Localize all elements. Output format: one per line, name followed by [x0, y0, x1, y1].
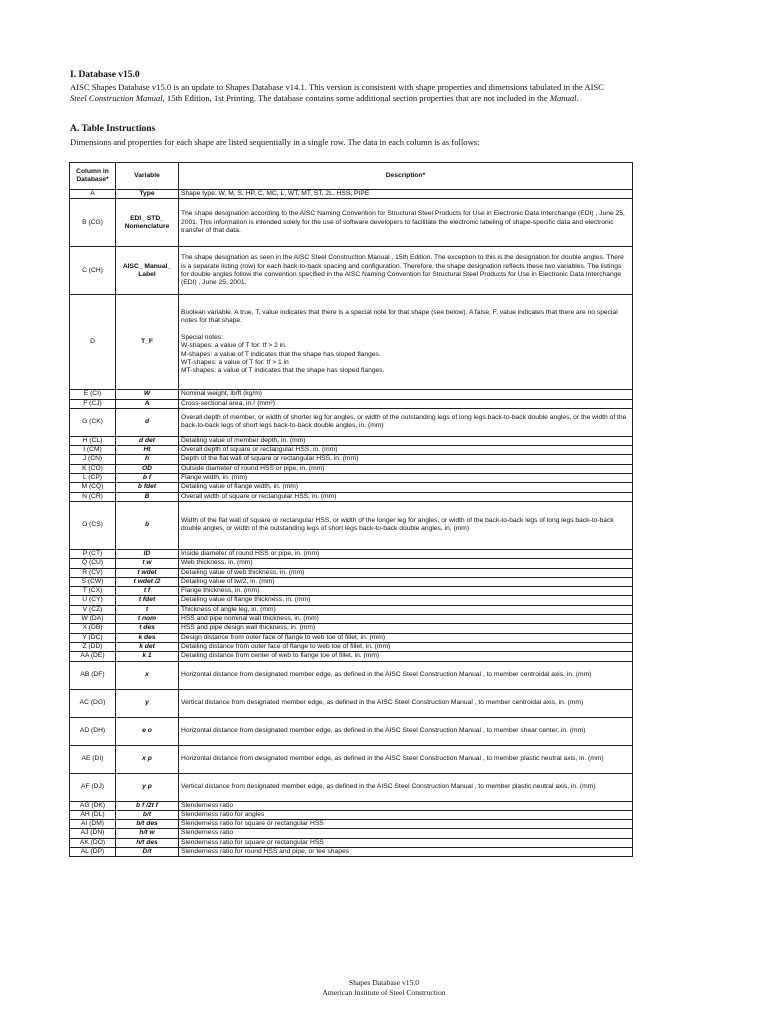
- description-cell: Vertical distance from designated member edge, as defined in the AISC Steel Construction Manual , to member plastic neutral axis, in. (mm): [179, 773, 633, 801]
- table-row: [70, 801, 633, 810]
- table-row: [70, 408, 633, 436]
- description-cell: Cross-sectional area, in.² (mm²): [179, 399, 633, 408]
- column-id-cell: AH (DL): [70, 810, 116, 819]
- column-id-cell: K (CO): [70, 464, 116, 473]
- section-title: I. Database v15.0: [70, 70, 140, 80]
- variable-cell: d det: [116, 436, 179, 445]
- column-id-cell: AF (DJ): [70, 773, 116, 801]
- description-cell: Nominal weight, lb/ft (kg/m): [179, 390, 633, 399]
- description-cell: Detailing value of tw/2, in. (mm): [179, 577, 633, 586]
- column-id-cell: L (CP): [70, 474, 116, 483]
- variable-cell: b f /2t f: [116, 801, 179, 810]
- subsection-title: A. Table Instructions: [70, 124, 156, 134]
- description-cell: Shape type: W, M, S, HP, C, MC, L, WT, MT, ST, 2L, HSS, PIPE: [179, 190, 633, 199]
- table-row: [70, 549, 633, 558]
- intro-manual-title: Steel Construction Manual: [70, 93, 163, 103]
- special-note-line: Special notes:: [181, 334, 224, 341]
- column-id-cell: E (CI): [70, 390, 116, 399]
- column-id-cell: B (CG): [70, 199, 116, 247]
- table-row: [70, 559, 633, 568]
- table-row: [70, 577, 633, 586]
- table-row: [70, 829, 633, 838]
- variable-cell: T_F: [116, 295, 179, 390]
- column-id-cell: AB (DF): [70, 661, 116, 689]
- table-row: [70, 247, 633, 295]
- column-id-cell: AL (DP): [70, 848, 116, 857]
- variable-cell: y p: [116, 773, 179, 801]
- table-row: [70, 773, 633, 801]
- table-row: [70, 587, 633, 596]
- variable-cell: b/t: [116, 810, 179, 819]
- column-id-cell: J (CN): [70, 455, 116, 464]
- table-row: [70, 501, 633, 549]
- header-description: Description*: [179, 163, 633, 190]
- description-cell: Slenderness ratio for angles: [179, 810, 633, 819]
- description-cell: Detailing distance from outer face of flange to web toe of fillet, in. (mm): [179, 642, 633, 651]
- intro-text-1: AISC Shapes Database v15.0 is an update to Shapes Database v14.1. This version is consistent with shape properties and dimensions tabulated in the AISC: [70, 82, 604, 92]
- variable-cell: Ht: [116, 446, 179, 455]
- table-row: [70, 295, 633, 390]
- variable-cell: h/t w: [116, 829, 179, 838]
- description-cell: Overall depth of member, or width of shorter leg for angles, or width of the outstanding legs of long legs back-to-back double angles, or the width of the back-to-back legs of short legs back-to-back double angles, in. (mm): [179, 408, 633, 436]
- table-row: [70, 399, 633, 408]
- intro-manual-word: Manual: [549, 93, 577, 103]
- variable-cell: W: [116, 390, 179, 399]
- table-row: [70, 483, 633, 492]
- column-id-cell: A: [70, 190, 116, 199]
- description-cell: Detailing value of flange width, in. (mm): [179, 483, 633, 492]
- column-id-cell: Z (DD): [70, 642, 116, 651]
- variable-cell: t nom: [116, 615, 179, 624]
- description-cell: Slenderness ratio: [179, 829, 633, 838]
- footer-line-2: American Institute of Steel Construction: [322, 988, 446, 997]
- variable-cell: x: [116, 661, 179, 689]
- variable-cell: t wdet /2: [116, 577, 179, 586]
- column-id-cell: N (CR): [70, 492, 116, 501]
- description-cell: Slenderness ratio for round HSS and pipe, or tee shapes: [179, 848, 633, 857]
- description-cell: The shape designation according to the AISC Naming Convention for Structural Steel Products for Use in Electronic Data Interchange (EDI) , June 25, 2001. This information is intended solely for the use of software developers to facilitate the electronic labeling of shape-specific data and electronic transfer of that data.: [179, 199, 633, 247]
- footer-line-1: Shapes Database v15.0: [348, 978, 420, 987]
- intro-text-2: , 15th Edition, 1st Printing. The database contains some additional section properties that are not included in the: [162, 93, 548, 103]
- description-cell: Detailing value of web thickness, in. (mm): [179, 568, 633, 577]
- variable-cell: AISC_ Manual_ Label: [116, 247, 179, 295]
- description-cell: [179, 295, 633, 390]
- column-id-cell: O (CS): [70, 501, 116, 549]
- variable-cell: t des: [116, 624, 179, 633]
- description-cell: Detailing value of flange thickness, in. (mm): [179, 596, 633, 605]
- variable-cell: k det: [116, 642, 179, 651]
- column-id-cell: F (CJ): [70, 399, 116, 408]
- table-row: [70, 390, 633, 399]
- description-cell: The shape designation as seen in the AISC Steel Construction Manual , 15th Edition. The exception to this is the designation for double angles. There is a separate listing (row) for each back-to-back spacing and configuration. Therefore, the shape designation reflects these two variables. The listings for double angles follow the convention specified in the AISC Naming Convention for Structural Steel Products for Use in Electronic Data Interchange (EDI) , June 25, 2001.: [179, 247, 633, 295]
- table-row: [70, 820, 633, 829]
- description-cell: Slenderness ratio: [179, 801, 633, 810]
- description-cell: Overall depth of square or rectangular HSS, in. (mm): [179, 446, 633, 455]
- table-row: [70, 605, 633, 614]
- description-text: Boolean variable. A true, T, value indicates that there is a special note for that shape (see below). A false, F, value indicates that there are no special notes for that shape.: [181, 309, 618, 325]
- table-row: [70, 436, 633, 445]
- variable-cell: k 1: [116, 652, 179, 661]
- description-cell: Depth of the flat wall of square or rectangular HSS, in. (mm): [179, 455, 633, 464]
- table-row: [70, 446, 633, 455]
- variable-cell: t w: [116, 559, 179, 568]
- description-cell: Slenderness ratio for square or rectangular HSS: [179, 838, 633, 847]
- table-row: [70, 689, 633, 717]
- intro-paragraph: [70, 82, 636, 104]
- variable-cell: e o: [116, 717, 179, 745]
- variable-cell: B: [116, 492, 179, 501]
- variable-cell: OD: [116, 464, 179, 473]
- column-id-cell: AC (DG): [70, 689, 116, 717]
- description-cell: Flange width, in. (mm): [179, 474, 633, 483]
- table-row: [70, 596, 633, 605]
- table-row: [70, 455, 633, 464]
- table-row: [70, 717, 633, 745]
- table-row: [70, 615, 633, 624]
- variable-cell: EDI_ STD_ Nomenclature: [116, 199, 179, 247]
- column-id-cell: AD (DH): [70, 717, 116, 745]
- description-cell: Overall width of square or rectangular HSS, in. (mm): [179, 492, 633, 501]
- column-id-cell: P (CT): [70, 549, 116, 558]
- variable-cell: b/t des: [116, 820, 179, 829]
- description-cell: Vertical distance from designated member edge, as defined in the AISC Steel Construction Manual , to member centroidal axis, in. (mm): [179, 689, 633, 717]
- table-row: [70, 633, 633, 642]
- table-body: [70, 190, 633, 857]
- variable-cell: A: [116, 399, 179, 408]
- column-id-cell: G (CK): [70, 408, 116, 436]
- variable-cell: d: [116, 408, 179, 436]
- table-row: [70, 190, 633, 199]
- subsection-text: Dimensions and properties for each shape are listed sequentially in a single row. The data in each column is as follows:: [70, 137, 480, 147]
- header-column-in-database: Column in Database*: [70, 163, 116, 190]
- column-id-cell: R (CV): [70, 568, 116, 577]
- description-cell: Slenderness ratio for square or rectangular HSS: [179, 820, 633, 829]
- column-id-cell: AK (DO): [70, 838, 116, 847]
- special-note-line: M-shapes: a value of T indicates that the shape has sloped flanges.: [181, 350, 381, 358]
- column-id-cell: Q (CU): [70, 559, 116, 568]
- table-row: [70, 568, 633, 577]
- description-cell: HSS and pipe nominal wall thickness, in. (mm): [179, 615, 633, 624]
- variable-cell: y: [116, 689, 179, 717]
- description-cell: Thickness of angle leg, in. (mm): [179, 605, 633, 614]
- table-row: [70, 652, 633, 661]
- table-row: [70, 810, 633, 819]
- table-row: [70, 624, 633, 633]
- description-cell: Inside diameter of round HSS or pipe, in. (mm): [179, 549, 633, 558]
- column-id-cell: H (CL): [70, 436, 116, 445]
- description-cell: Design distance from outer face of flange to web toe of fillet, in. (mm): [179, 633, 633, 642]
- special-note-line: W-shapes: a value of T for: tf > 2 in.: [181, 342, 287, 350]
- special-note-line: MT-shapes: a value of T indicates that the shape has sloped flanges.: [181, 367, 385, 375]
- column-id-cell: W (DA): [70, 615, 116, 624]
- variable-cell: t fdet: [116, 596, 179, 605]
- column-id-cell: X (DB): [70, 624, 116, 633]
- column-id-cell: AA (DE): [70, 652, 116, 661]
- properties-table: [69, 162, 633, 857]
- description-cell: Width of the flat wall of square or rectangular HSS, or width of the longer leg for angles, or width of the back-to-back legs of long legs back-to-back double angles, or width of the outstanding legs of short legs back-to-back double angles, in. (mm): [179, 501, 633, 549]
- table-row: [70, 642, 633, 651]
- column-id-cell: I (CM): [70, 446, 116, 455]
- column-id-cell: S (CW): [70, 577, 116, 586]
- variable-cell: t wdet: [116, 568, 179, 577]
- column-id-cell: V (CZ): [70, 605, 116, 614]
- description-cell: Outside diameter of round HSS or pipe, in. (mm): [179, 464, 633, 473]
- column-id-cell: D: [70, 295, 116, 390]
- variable-cell: b fdet: [116, 483, 179, 492]
- variable-cell: b: [116, 501, 179, 549]
- intro-end: .: [576, 93, 579, 103]
- variable-cell: b f: [116, 474, 179, 483]
- column-id-cell: C (CH): [70, 247, 116, 295]
- column-id-cell: AJ (DN): [70, 829, 116, 838]
- spacer: [181, 326, 630, 334]
- description-cell: Web thickness, in. (mm): [179, 559, 633, 568]
- description-cell: Detailing value of member depth, in. (mm): [179, 436, 633, 445]
- variable-cell: h/t des: [116, 838, 179, 847]
- column-id-cell: U (CY): [70, 596, 116, 605]
- table-row: [70, 474, 633, 483]
- variable-cell: t f: [116, 587, 179, 596]
- table-row: [70, 199, 633, 247]
- special-note-line: WT-shapes: a value of T for: tf > 1 in: [181, 358, 289, 366]
- variable-cell: x p: [116, 745, 179, 773]
- table-row: [70, 848, 633, 857]
- column-id-cell: M (CQ): [70, 483, 116, 492]
- table-row: [70, 745, 633, 773]
- table-row: [70, 492, 633, 501]
- table-row: [70, 464, 633, 473]
- column-id-cell: AG (DK): [70, 801, 116, 810]
- description-cell: Horizontal distance from designated member edge, as defined in the AISC Steel Construction Manual , to member plastic neutral axis, in. (mm): [179, 745, 633, 773]
- column-id-cell: AI (DM): [70, 820, 116, 829]
- description-cell: Detailing distance from center of web to flange toe of fillet, in. (mm): [179, 652, 633, 661]
- table-row: [70, 838, 633, 847]
- description-cell: Horizontal distance from designated member edge, as defined in the AISC Steel Construction Manual , to member shear center, in. (mm): [179, 717, 633, 745]
- variable-cell: ID: [116, 549, 179, 558]
- column-id-cell: Y (DC): [70, 633, 116, 642]
- description-cell: HSS and pipe design wall thickness, in. (mm): [179, 624, 633, 633]
- variable-cell: h: [116, 455, 179, 464]
- page-footer: [0, 978, 768, 998]
- description-cell: Flange thickness, in. (mm): [179, 587, 633, 596]
- table-header-row: [70, 163, 633, 190]
- variable-cell: t: [116, 605, 179, 614]
- variable-cell: k des: [116, 633, 179, 642]
- variable-cell: Type: [116, 190, 179, 199]
- variable-cell: D/t: [116, 848, 179, 857]
- table-row: [70, 661, 633, 689]
- column-id-cell: T (CX): [70, 587, 116, 596]
- header-variable: Variable: [116, 163, 179, 190]
- description-cell: Horizontal distance from designated member edge, as defined in the AISC Steel Construction Manual , to member centroidal axis, in. (mm): [179, 661, 633, 689]
- column-id-cell: AE (DI): [70, 745, 116, 773]
